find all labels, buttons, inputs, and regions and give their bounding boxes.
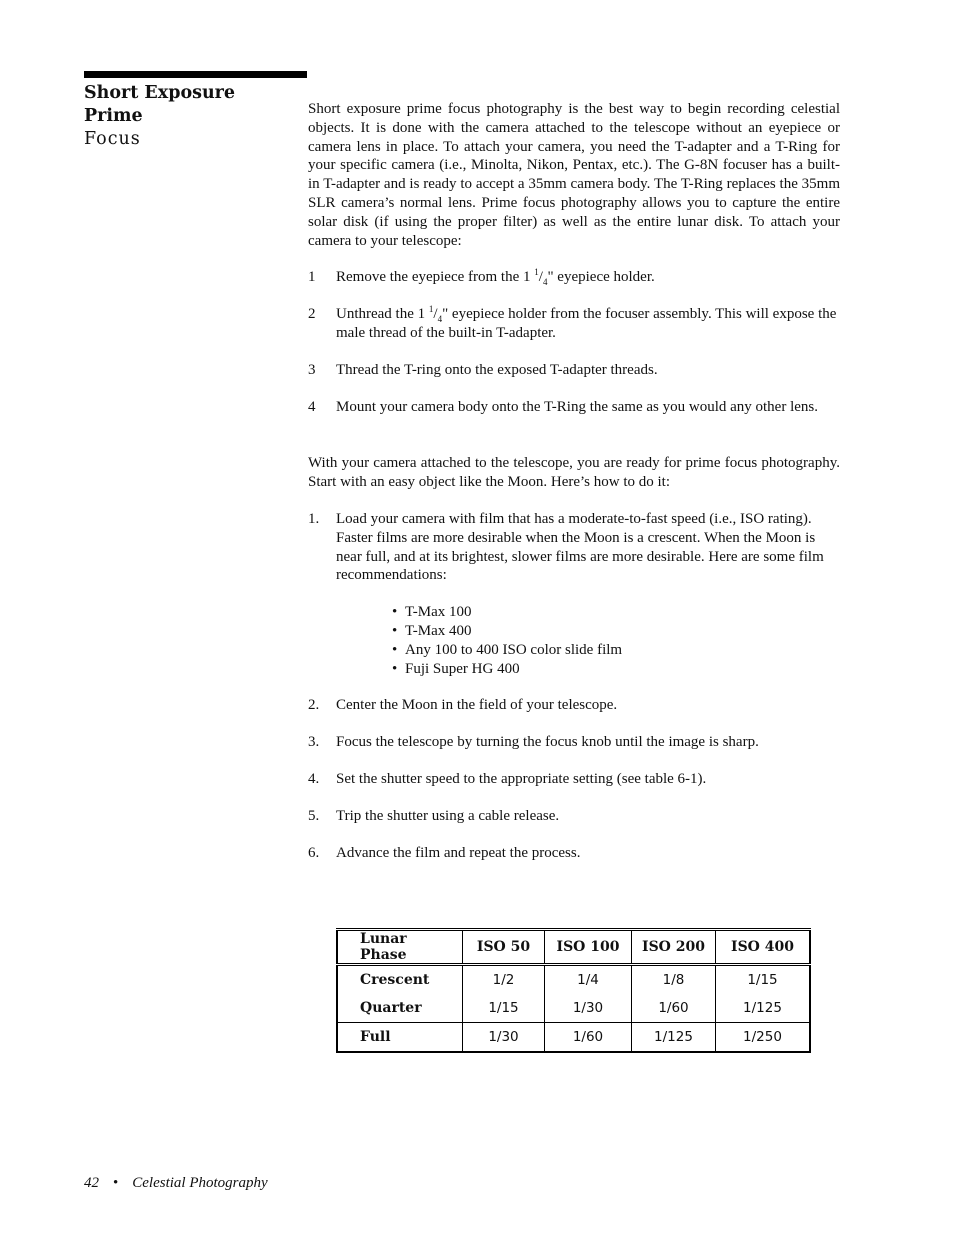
list-item: • T-Max 400 [392, 622, 472, 639]
table-cell: 1/2 [463, 965, 545, 995]
step-text: Set the shutter speed to the appropriate setting (see table 6-1). [336, 770, 707, 787]
table-cell: 1/8 [632, 965, 716, 995]
column-header: ISO 100 [545, 930, 632, 965]
table-cell: Crescent [360, 972, 430, 988]
bullet-icon: • [392, 622, 398, 639]
section-rule [84, 71, 307, 78]
table-cell: 1/4 [545, 965, 632, 995]
footer-separator: • [113, 1175, 119, 1191]
column-header: ISO 200 [632, 930, 716, 965]
moon-step [308, 696, 840, 715]
section-title-line1: Short Exposure Prime [84, 83, 236, 126]
step-number: 6. [308, 844, 320, 861]
attach-step [308, 398, 840, 417]
main-content [308, 100, 840, 880]
chapter-title: Celestial Photography [132, 1175, 268, 1191]
table-cell: 1/15 [716, 965, 811, 995]
table-row [337, 994, 810, 1023]
table-cell: Quarter [360, 1000, 422, 1016]
section-heading [84, 82, 299, 151]
table-header-row [337, 930, 810, 965]
step-number: 1 [308, 269, 316, 286]
page-number: 42 [84, 1175, 99, 1191]
moon-step [308, 770, 840, 789]
attach-steps-list [308, 268, 840, 416]
bullet-icon: • [392, 660, 398, 677]
table-cell: 1/125 [716, 994, 811, 1023]
exposure-table-wrapper [336, 928, 811, 1053]
table-row [337, 965, 810, 995]
table-cell: 1/30 [463, 1023, 545, 1053]
table-cell: 1/15 [463, 994, 545, 1023]
step-text: Unthread the 1 $^1/_4$" eyepiece holder from the focuser assembly. This will expose the male thread of the built-in T-adapter. [336, 304, 837, 341]
step-text: Mount your camera body onto the T-Ring the same as you would any other lens. [336, 398, 818, 415]
step-number: 1. [308, 510, 320, 527]
column-header: ISO 400 [716, 930, 811, 965]
list-item: • Fuji Super HG 400 [392, 660, 520, 677]
step-text: Load your camera with film that has a moderate-to-fast speed (i.e., ISO rating). Faster films are more desirable when the Moon is a crescent. When the Moon is near full, and at its brightest, slower films are more desirable. Here are some film recommendations: [336, 510, 824, 584]
step-number: 2 [308, 306, 316, 323]
column-header: ISO 50 [463, 930, 545, 965]
list-item: • T-Max 100 [392, 604, 472, 621]
table-cell: 1/30 [545, 994, 632, 1023]
column-header: Lunar Phase [337, 930, 463, 965]
moon-step [308, 844, 840, 863]
step-number: 4. [308, 770, 320, 787]
moon-step [308, 510, 840, 585]
step-number: 3. [308, 734, 320, 751]
table-cell: Full [337, 1023, 463, 1053]
step-text: Center the Moon in the field of your telescope. [336, 697, 618, 714]
step-text: Focus the telescope by turning the focus knob until the image is sharp. [336, 734, 759, 751]
step-text: Thread the T-ring onto the exposed T-adapter threads. [336, 361, 658, 378]
step-text: Remove the eyepiece from the 1 $^1/_4$" eyepiece holder. [336, 267, 655, 288]
section-title-line2: Focus [84, 129, 141, 149]
table-cell: 1/60 [632, 994, 716, 1023]
exposure-table [336, 928, 811, 1053]
bullet-icon: • [392, 604, 398, 621]
moon-step [308, 807, 840, 826]
table-row [337, 1023, 810, 1053]
attach-step [308, 305, 840, 343]
moon-steps-list [308, 510, 840, 862]
film-recommendation-list [392, 603, 840, 678]
step-number: 2. [308, 697, 320, 714]
table-cell: 1/250 [716, 1023, 811, 1053]
step-number: 5. [308, 807, 320, 824]
bullet-icon: • [392, 641, 398, 658]
step-text: Trip the shutter using a cable release. [336, 807, 560, 824]
attach-step [308, 361, 840, 380]
table-cell: 1/60 [545, 1023, 632, 1053]
list-item: • Any 100 to 400 ISO color slide film [392, 641, 623, 658]
moon-step [308, 733, 840, 752]
moon-intro-paragraph: With your camera attached to the telescope, you are ready for prime focus photography. Start with an easy object like the Moon. Here’s how to do it: [308, 455, 840, 491]
attach-step [308, 268, 840, 287]
page-footer [84, 1175, 268, 1192]
table-cell: 1/125 [632, 1023, 716, 1053]
step-number: 3 [308, 361, 316, 378]
intro-paragraph: Short exposure prime focus photography is the best way to begin recording celestial objects. It is done with the camera attached to the telescope without an eyepiece or camera lens in place. To attach your camera, you need the T-adapter and a T-Ring for your specific camera (i.e., Minolta, Nikon, Pentax, etc.). The G-8N focuser has a built-in T-adapter and is ready to accept a 35mm camera body. The T-Ring replaces the 35mm SLR camera’s normal lens. Prime focus photography allows you to capture the entire solar disk (if using the proper filter) as well as the entire lunar disk. To attach your camera to your telescope: [308, 101, 840, 249]
step-text: Advance the film and repeat the process. [336, 844, 581, 861]
step-number: 4 [308, 398, 316, 415]
